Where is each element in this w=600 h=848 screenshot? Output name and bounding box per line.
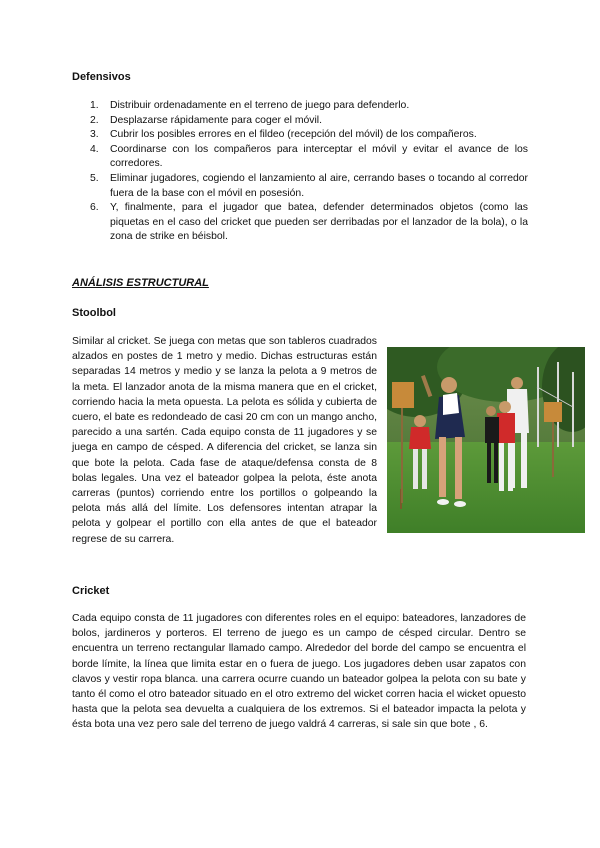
defensivos-heading: Defensivos	[72, 71, 131, 83]
list-item: 4. Coordinarse con los compañeros para interceptar el móvil y evitar el avance de los corredores.	[90, 143, 528, 170]
analisis-title: ANÁLISIS ESTRUCTURAL	[72, 277, 209, 289]
stoolbol-paragraph: Similar al cricket. Se juega con metas que son tableros cuadrados alzados en postes de 1 metro y medio. Dichas estructuras están separadas 14 metros y medio y se lanza la pelota a 9 metros de la meta. El lanzador anota de la misma manera que en el cricket, corriendo hacia la meta opuesta. La pelota es sólida y cubierta de cuero, el bate es redondeado de casi 20 cm con un mango ancho, parecido a una sartén. Cada equipo consta de 11 jugadores y se juega en campo de césped. A diferencia del cricket, se lanza sin que bote la pelota. Cada fase de ataque/defensa consta de 8 bolas legales. Una vez el bateador golpea la pelota, éste anota carreras (puntos) corriendo entre los portillos o golpeando la pelota más allá del límite. Los defensores intentan atrapar la pelota y golpear el portillo con ella antes de que el bateador regrese de su carrera.	[72, 336, 377, 545]
stoolbol-heading: Stoolbol	[72, 307, 116, 319]
cricket-heading: Cricket	[72, 585, 110, 597]
defensivos-list	[90, 99, 528, 245]
list-item: 2. Desplazarse rápidamente para coger el móvil.	[90, 114, 322, 126]
list-item: 3. Cubrir los posibles errores en el fildeo (recepción del móvil) de los compañeros.	[90, 129, 477, 141]
stoolball-photo	[387, 347, 585, 533]
list-item: 6. Y, finalmente, para el jugador que batea, defender determinados objetos (como las piquetas en el caso del cricket que pueden ser derribadas por el lanzador de la bola), o la zona de strike en béisbol.	[90, 202, 528, 243]
cricket-paragraph: Cada equipo consta de 11 jugadores con diferentes roles en el equipo: bateadores, lanzadores de bolos, jardineros y porteros. El terreno de juego es un campo de césped circular. Dentro se encuentra un terreno rectangular llamado campo. Alrededor del borde del campo se encuentra el borde límite, la línea que limita estar en o fuera de juego. Los jugadores deben usar zapatos con clavos y vestir ropa blanca. una carrera ocurre cuando un bateador golpea la pelota con su bate y tanto él como el otro bateador situado en el otro extremo del wicket corren hacia el wicket opuesto hasta que la pelota sea devuelta a cualquiera de los extremos. Si el bateador impacta la pelota y ésta bota una vez pero sale del terreno de juego valdrá 4 carreras, si sale sin que bote , 6.	[72, 613, 526, 731]
list-item: 5. Eliminar jugadores, cogiendo el lanzamiento al aire, cerrando bases o tocando al corredor fuera de la base con el móvil en posesión.	[90, 172, 528, 199]
list-item: 1. Distribuir ordenadamente en el terreno de juego para defenderlo.	[90, 100, 410, 111]
